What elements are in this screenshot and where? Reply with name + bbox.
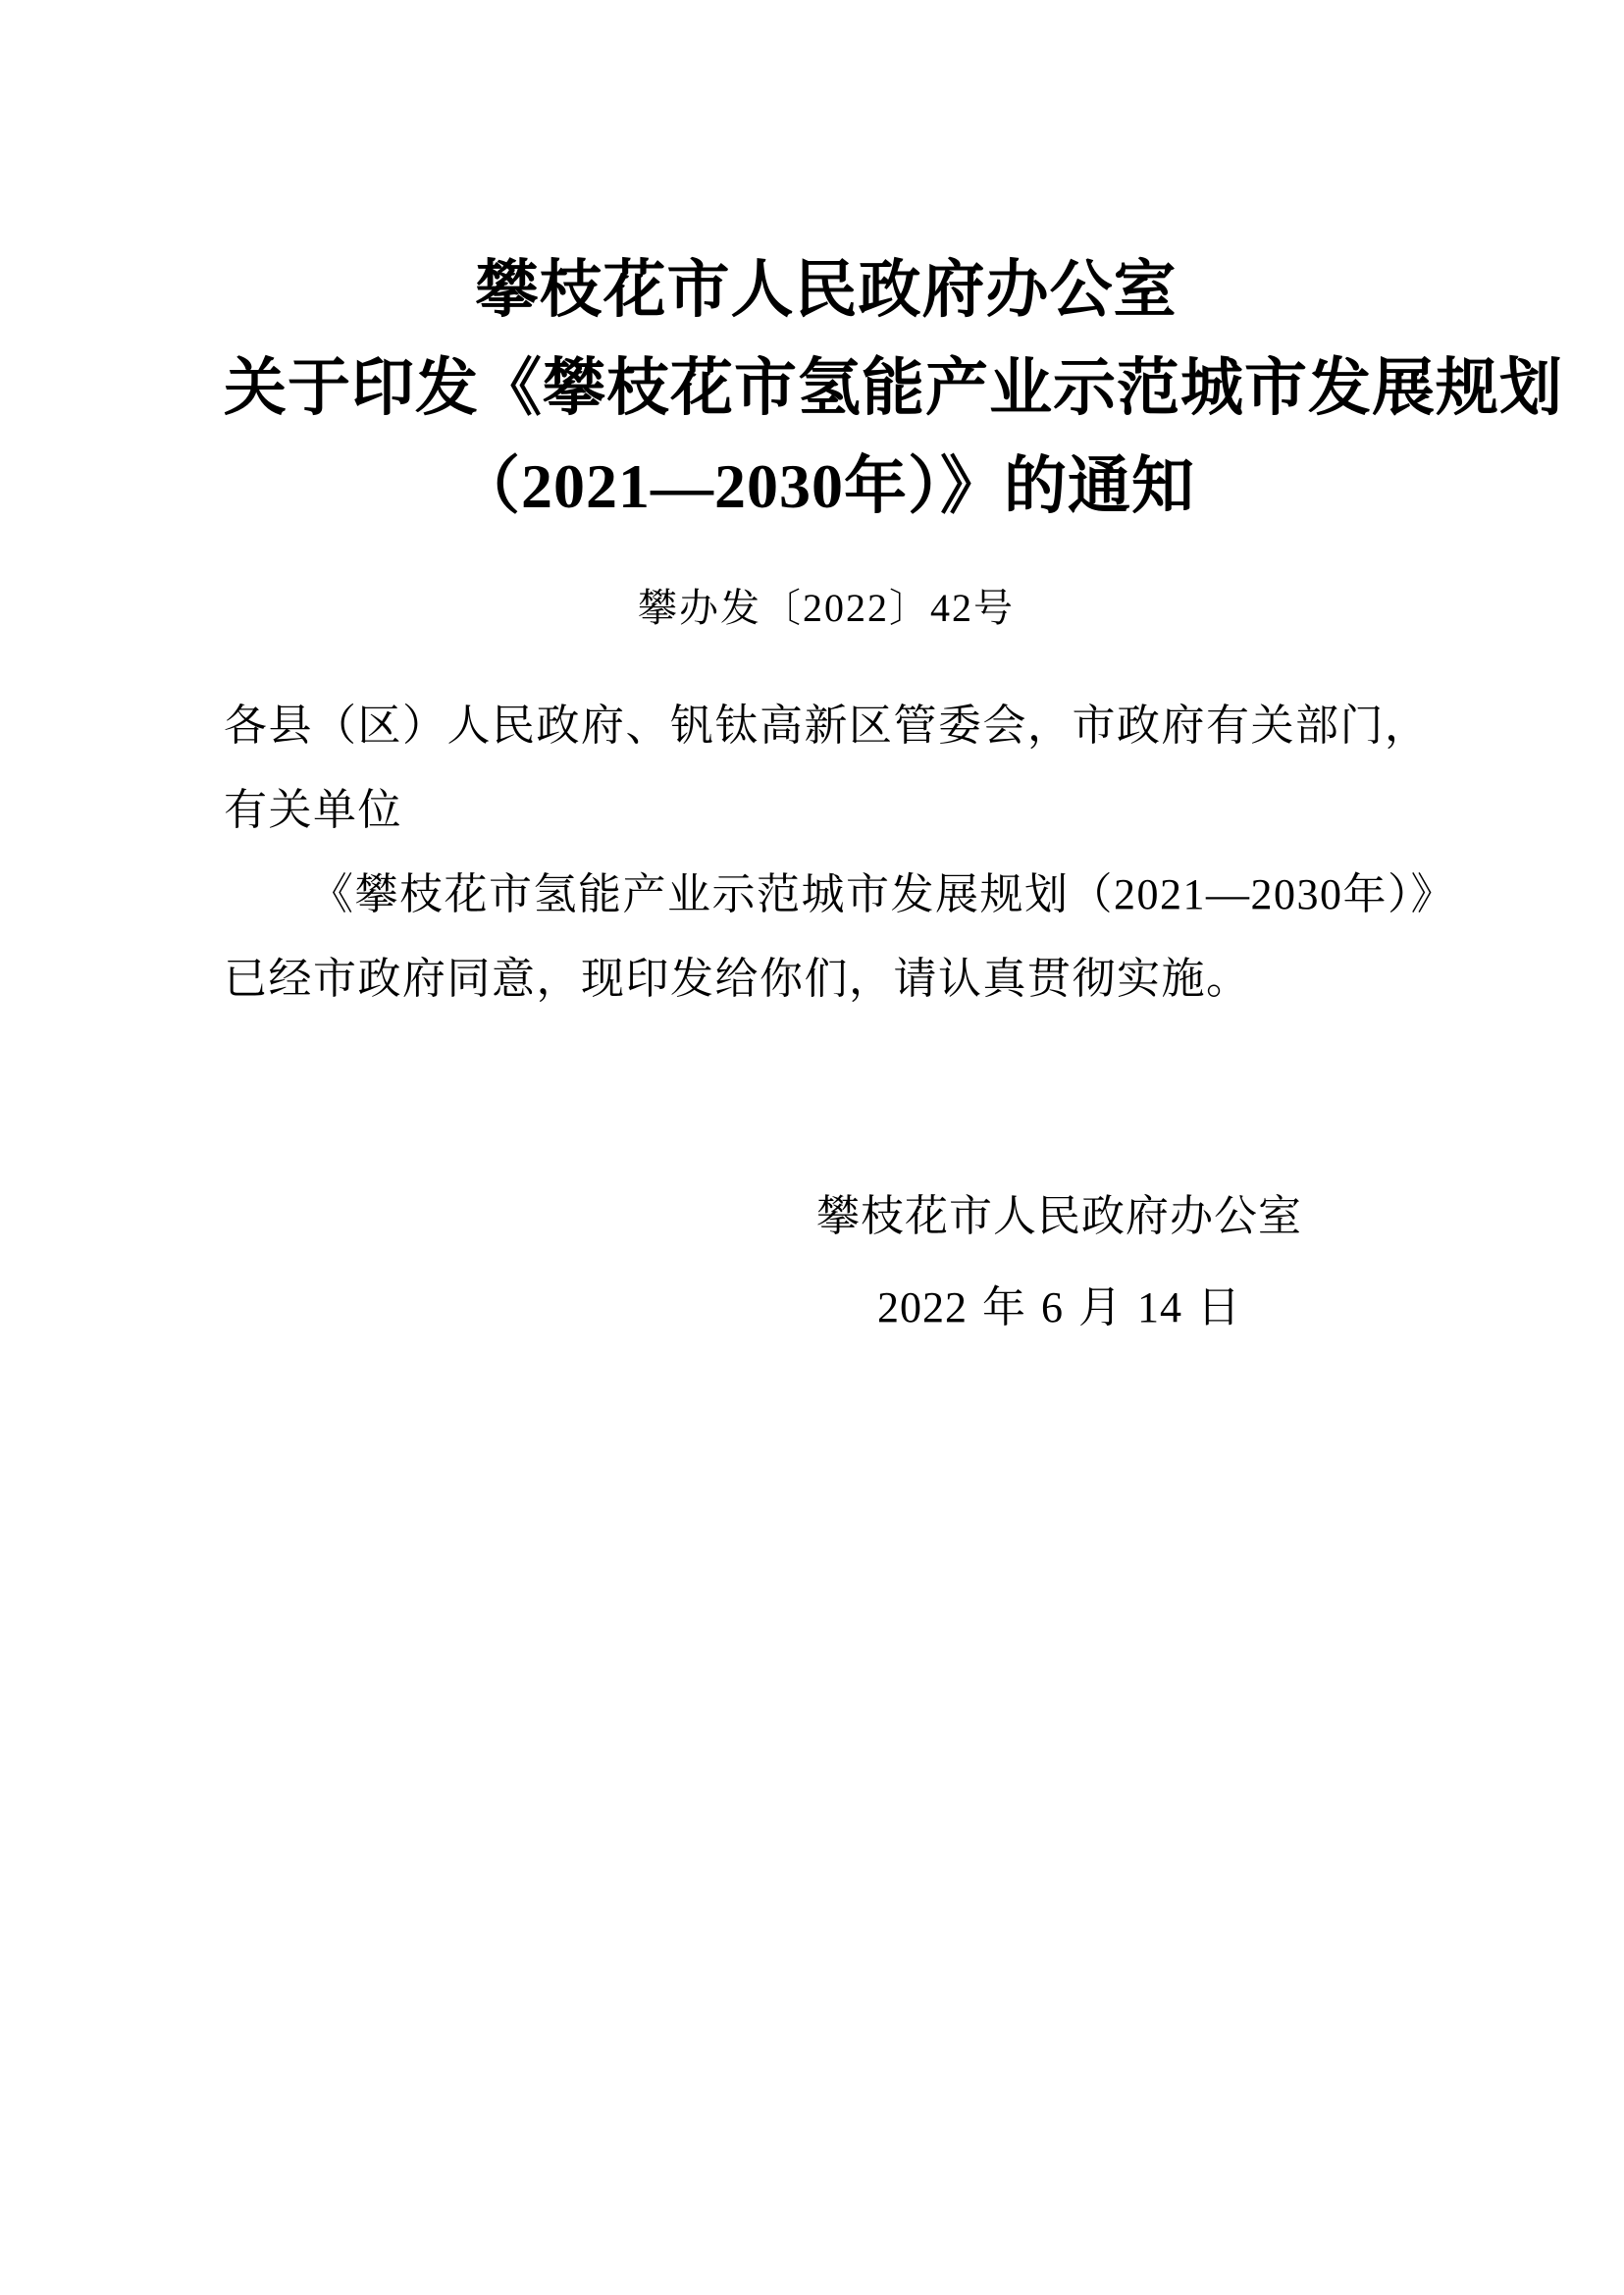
document-title [224,241,1563,536]
signature-date: 2022 年 6 月 14 日 [877,1283,1241,1331]
title-line-1: 攀枝花市人民政府办公室 [475,255,1178,325]
salutation-line-1: 各县（区）人民政府、钒钛高新区管委会，市政府有关部门， [224,702,1430,750]
paragraph-line-2: 已经市政府同意，现印发给你们，请认真贯彻实施。 [224,955,1251,1003]
title-line-3: （2021—2030年）》的通知 [457,451,1195,521]
signature-issuer: 攀枝花市人民政府办公室 [816,1192,1302,1240]
signature-block [816,1171,1302,1353]
paragraph-line-1: 《攀枝花市氢能产业示范城市发展规划（2021—2030年）》 [310,870,1455,918]
title-line-2: 关于印发《攀枝花市氢能产业示范城市发展规划 [224,353,1563,423]
salutation-line-2: 有关单位 [224,786,402,834]
document-body [224,684,1455,1021]
document-number: 攀办发〔2022〕42号 [638,586,1015,630]
